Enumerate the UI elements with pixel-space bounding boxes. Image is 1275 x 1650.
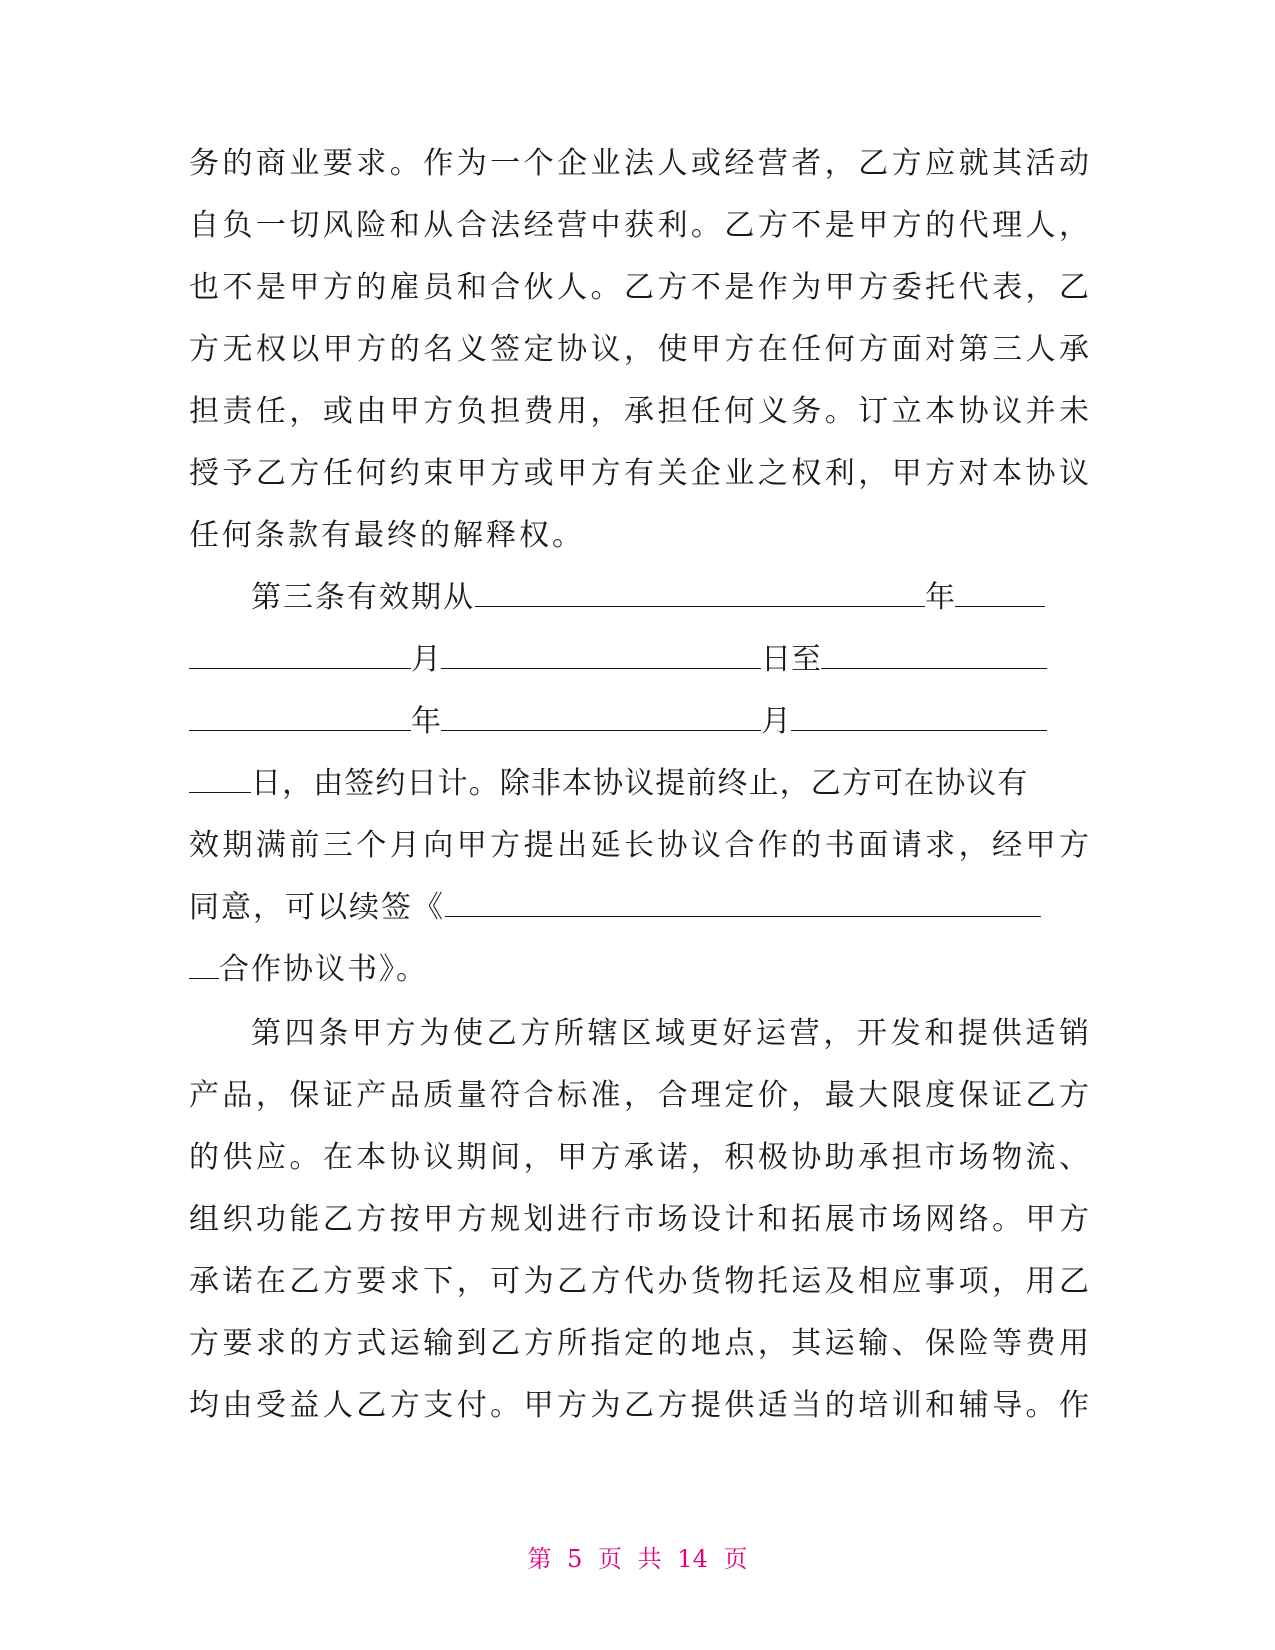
date-blank-start-year: [475, 577, 925, 607]
article-4-line: 第四条甲方为使乙方所辖区域更好运营，开发和提供适销: [251, 1016, 1089, 1051]
date-blank-end-year: [189, 701, 411, 731]
month-label: 月: [761, 704, 791, 739]
article-4-line: 均由受益人乙方支付。甲方为乙方提供适当的培训和辅导。作: [189, 1388, 1089, 1423]
paragraph-line: 自负一切风险和从合法经营中获利。乙方不是甲方的代理人，: [189, 208, 1089, 243]
year-label: 年: [925, 580, 955, 615]
paragraph-line: 务的商业要求。作为一个企业法人或经营者，乙方应就其活动: [189, 146, 1089, 181]
date-blank-end-day: [189, 763, 251, 793]
page-number-footer: 第 5 页 共 14 页: [527, 1545, 748, 1573]
article-3-line-4: [189, 760, 1089, 808]
article-3-line-1: [189, 574, 1089, 622]
paragraph-line: 也不是甲方的雇员和合伙人。乙方不是作为甲方委托代表，乙: [189, 270, 1089, 305]
article-4-line: 承诺在乙方要求下，可为乙方代办货物托运及相应事项，用乙: [189, 1264, 1089, 1299]
paragraph-line: 方无权以甲方的名义签定协议，使甲方在任何方面对第三人承: [189, 332, 1089, 367]
date-blank-end-year-part: [821, 639, 1047, 669]
date-blank-start-day: [441, 639, 761, 669]
article-4-line: 方要求的方式运输到乙方所指定的地点，其运输、保险等费用: [189, 1326, 1089, 1361]
date-blank-start-month-part: [955, 577, 1045, 607]
renew-suffix: 合作协议书》。: [219, 952, 428, 987]
paragraph-line: 任何条款有最终的解释权。: [189, 518, 585, 553]
date-blank-end-month: [441, 701, 761, 731]
agreement-name-blank-cont: [189, 949, 219, 979]
article-4-line: 产品，保证产品质量符合标准，合理定价，最大限度保证乙方: [189, 1078, 1089, 1113]
year-label: 年: [411, 704, 441, 739]
renew-prefix: 同意，可以续签《: [189, 890, 445, 925]
article-3-line-2: [189, 636, 1089, 684]
article-4-line: 组织功能乙方按甲方规划进行市场设计和拓展市场网络。甲方: [189, 1202, 1089, 1237]
day-to-label: 日至: [761, 642, 821, 677]
article-3-line-5: 效期满前三个月向甲方提出延长协议合作的书面请求，经甲方: [189, 828, 1089, 863]
agreement-name-blank: [445, 887, 1041, 917]
date-blank-start-month: [189, 639, 411, 669]
paragraph-line: 担责任，或由甲方负担费用，承担任何义务。订立本协议并未: [189, 394, 1089, 429]
article-3-line-6: [189, 884, 1089, 932]
article-3-prefix: 第三条有效期从: [251, 580, 475, 615]
date-blank-end-day-part: [791, 701, 1047, 731]
month-label: 月: [411, 642, 441, 677]
article-4-line: 的供应。在本协议期间，甲方承诺，积极协助承担市场物流、: [189, 1140, 1089, 1175]
paragraph-line: 授予乙方任何约束甲方或甲方有关企业之权利，甲方对本协议: [189, 456, 1089, 491]
article-3-line-7: [189, 946, 1089, 994]
article-3-text: 日，由签约日计。除非本协议提前终止，乙方可在协议有: [251, 766, 1029, 801]
article-3-line-3: [189, 698, 1089, 746]
